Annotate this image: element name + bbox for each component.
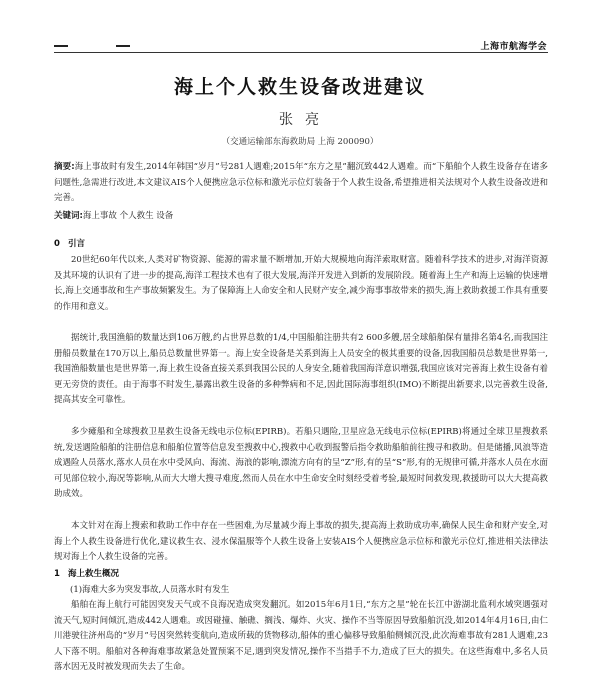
section-number: 1 (54, 569, 60, 579)
keywords (54, 209, 548, 223)
section-title: 海上救生概况 (68, 569, 120, 579)
paper-author: 张亮 (279, 112, 331, 128)
paragraph-3: 多少瘫船和全球搜救卫星救生设备无线电示位标(EPIRB)。若船只遇险,卫星应急无线电示位标(EPIRB)将通过全球卫星搜救系统,发送遇险船舶的注册信息和船舶位置等信息发至搜救中心,搜救中心收到报警后指令救助船舶前往搜寻和救助。但是储播,风浪等造成遇险人员落水,落水人员在水中受风向、海流、海浪的影响,漂流方向有的呈“Z”形,有的呈“S”形,有的无规律可循,并落水人员在水面可见部位较小,海况等影响,从而大大增大搜寻难度,然而人员在水中生命安全时刻经受着考验,最短时间救发现,救援助可以大大提高救助成效。 (54, 427, 548, 500)
abstract-label: 摘要: (54, 162, 75, 172)
abstract-text: 海上事故时有发生,2014年韩国“岁月”号281人遇难;2015年“东方之星”翻沉致442人遇难。而“下船舶个人救生设备存在诸多问题性,急需进行改进,本文建议AIS个人便携应急示位标和激光示位灯装备于个人救生设备,希望推进相关法规对个人救生设备改进和完善。 (54, 162, 548, 203)
section-title: 引言 (68, 239, 86, 249)
section-number: 0 (54, 239, 60, 249)
paper-title: 海上个人救生设备改进建议 (173, 76, 426, 98)
paragraph-2: 据统计,我国渔船的数量达到106万艘,约占世界总数的1/4,中国船舶注册共有2 600多艘,居全球船舶保有量排名第4名,而我国注册船员数量在170万以上,船员总数量世界第一。海上安全设备是关系到海上人员安全的极其重要的设备,因我国船员总数是世界第一,我国渔船数量也是世界第一,海上救生设备直接关系到我国公民的人身安全,随着我国海洋意识增强,我国应该对完善海上救生设备有着更无旁贷的责任。由于海事不时发生,暴露出救生设备的多种弊病和不足,因此国际海事组织(IMO)不断提出新要求,以完善救生设备,提高其安全可靠性。 (54, 333, 548, 406)
header-dash-left (54, 45, 68, 47)
keywords-label: 关键词: (54, 211, 83, 221)
keywords-text: 海上事故 个人救生 设备 (82, 211, 174, 221)
journal-name: 上海市航海学会 (480, 42, 547, 52)
section-heading-1 (54, 567, 119, 579)
header-rule (54, 52, 548, 53)
paragraph-4: 本文针对在海上搜索和救助工作中存在一些困难,为尽量减少海上事故的损失,提高海上救助成功率,确保人民生命和财产安全,对海上个人救生设备进行优化,建议救生衣、浸水保温服等个人救生设备上安装AIS个人便携应急示位标和激光示位灯,推进相关法律法规对海上个人救生设备的完善。 (54, 521, 548, 563)
subsection-heading: (1)海难大多为突发事故,人员落水时有发生 (70, 585, 230, 595)
header-dash-mid (116, 45, 130, 47)
section-heading-intro (54, 237, 85, 249)
paragraph-1: 20世纪60年代以来,人类对矿物资源、能源的需求量不断增加,开始大规模地向海洋索取财富。随着科学技术的进步,对海洋资源及其环境的认识有了进一步的提高,海洋工程技术也有了很大发展,海洋开发进入到新的发展阶段。随着海上生产和海上运输的快速增长,海上交通事故和生产事故频繁发生。为了保障海上人命安全和人民财产安全,减少海事事故带来的损失,海上救助救援工作具有重要的作用和意义。 (54, 255, 548, 312)
abstract (54, 160, 548, 207)
paragraph-5: 船舶在海上航行可能因突发天气或不良海况造成突发翻沉。如2015年6月1日,“东方之星”轮在长江中游湖北监利水域突遇强对流天气,短时间倾沉,造成442人遇难。或因碰撞、触礁、搁浅、爆炸、火灾、操作不当等原因导致船舶沉没,如2014年4月16日,由仁川港驶往济州岛的“岁月”号因突然转变航向,造成所载的货物移动,船体的重心偏移导致船舶侧倾沉没,此次海难事故有281人遇难,23人下落不明。船舶对各种海难事故紧急处置预案不足,遇到突发情况,操作不当措手不力,造成了巨大的损失。在这些海难中,多名人员落水因无及时被发现而失去了生命。 (54, 600, 548, 673)
paper-affiliation: （交通运输部东海救助局 上海 200090） (221, 137, 379, 147)
